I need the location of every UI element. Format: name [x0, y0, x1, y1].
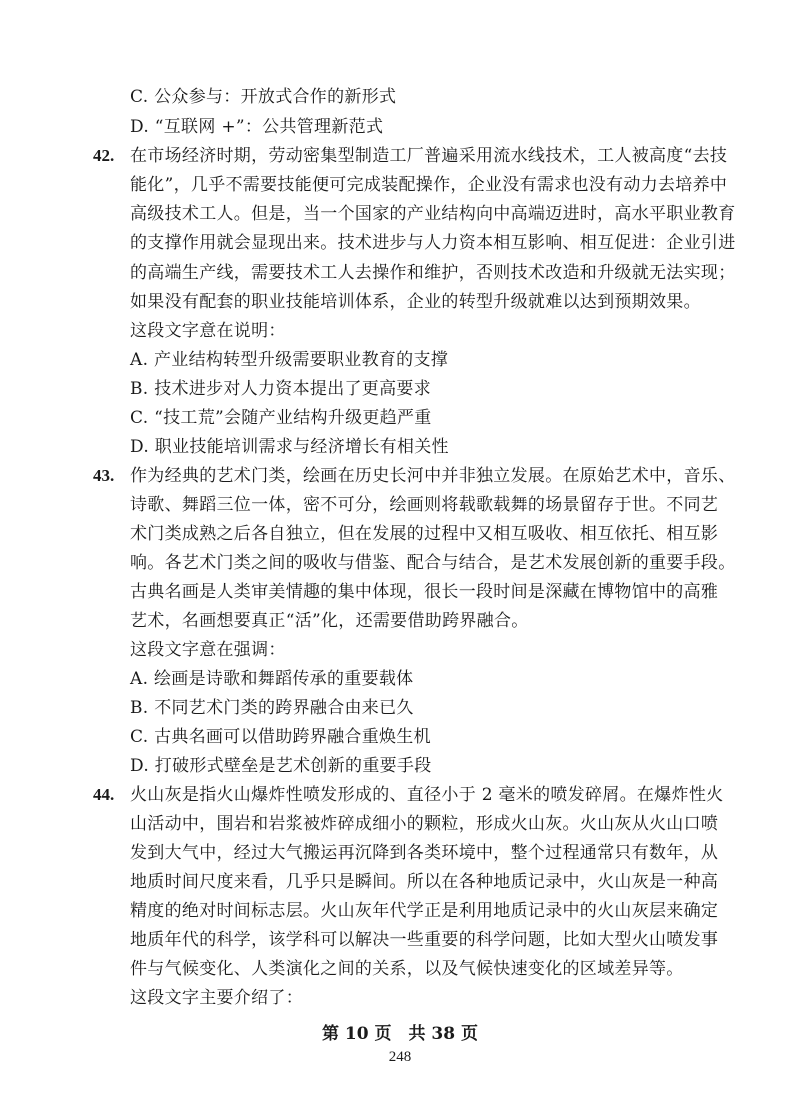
q42-passage-line: 在市场经济时期，劳动密集型制造工厂普遍采用流水线技术，工人被高度“去技	[130, 146, 728, 166]
q43-option-c: C. 古典名画可以借助跨界融合重焕生机	[130, 727, 431, 747]
q44-passage-line: 件与气候变化、人类演化之间的关系，以及气候快速变化的区域差异等。	[130, 959, 684, 979]
q43-passage-line: 艺术，名画想要真正“活”化，还需要借助跨界融合。	[130, 611, 529, 631]
q44-passage-line: 火山灰是指火山爆炸性喷发形成的、直径小于 2 毫米的喷发碎屑。在爆炸性火	[130, 785, 724, 805]
q42-passage-line: 的支撑作用就会显现出来。技术进步与人力资本相互影响、相互促进：企业引进	[130, 233, 736, 253]
question-43-number: 43.	[93, 466, 115, 485]
q44-passage-line: 地质时间尺度来看，几乎只是瞬间。所以在各种地质记录中，火山灰是一种高	[130, 872, 719, 892]
q41-option-c: C. 公众参与：开放式合作的新形式	[130, 87, 397, 107]
question-42-number: 42.	[93, 146, 115, 165]
page-number: 248	[388, 1049, 412, 1065]
q42-passage-line: 高级技术工人。但是，当一个国家的产业结构向中高端迈进时，高水平职业教育	[130, 204, 736, 224]
q42-passage-line: 的高端生产线，需要技术工人去操作和维护，否则技术改造和升级就无法实现；	[130, 263, 736, 283]
q43-stem: 这段文字意在强调：	[130, 640, 286, 660]
q44-passage-line: 精度的绝对时间标志层。火山灰年代学正是利用地质记录中的火山灰层来确定	[130, 901, 719, 921]
q44-stem: 这段文字主要介绍了：	[130, 988, 303, 1008]
q42-passage-line: 如果没有配套的职业技能培训体系，企业的转型升级就难以达到预期效果。	[130, 292, 701, 312]
q42-option-b: B. 技术进步对人力资本提出了更高要求	[130, 379, 431, 399]
q42-stem: 这段文字意在说明：	[130, 321, 286, 341]
q43-passage-line: 术门类成熟之后各自独立，但在发展的过程中又相互吸收、相互依托、相互影	[130, 524, 719, 544]
q44-passage-line: 发到大气中，经过大气搬运再沉降到各类环境中，整个过程通常只有数年，从	[130, 843, 719, 863]
page-counter: 第 10 页 共 38 页	[322, 1024, 478, 1044]
q43-option-a: A. 绘画是诗歌和舞蹈传承的重要载体	[130, 669, 414, 689]
q43-passage-line: 作为经典的艺术门类，绘画在历史长河中并非独立发展。在原始艺术中，音乐、	[130, 466, 736, 486]
q42-option-a: A. 产业结构转型升级需要职业教育的支撑	[130, 350, 449, 370]
q42-option-c: C. “技工荒”会随产业结构升级更趋严重	[130, 408, 432, 428]
q43-option-b: B. 不同艺术门类的跨界融合由来已久	[130, 698, 414, 718]
q43-passage-line: 古典名画是人类审美情趣的集中体现，很长一段时间是深藏在博物馆中的高雅	[130, 582, 719, 602]
question-44-number: 44.	[93, 785, 115, 804]
q43-option-d: D. 打破形式壁垒是艺术创新的重要手段	[130, 756, 432, 776]
q42-option-d: D. 职业技能培训需求与经济增长有相关性	[130, 437, 449, 457]
q41-option-d: D. “互联网 +”：公共管理新范式	[130, 117, 384, 137]
q43-passage-line: 诗歌、舞蹈三位一体，密不可分，绘画则将载歌载舞的场景留存于世。不同艺	[130, 495, 719, 515]
q43-passage-line: 响。各艺术门类之间的吸收与借鉴、配合与结合，是艺术发展创新的重要手段。	[130, 553, 736, 573]
q42-passage-line: 能化”，几乎不需要技能便可完成装配操作，企业没有需求也没有动力去培养中	[130, 175, 728, 195]
q44-passage-line: 地质年代的科学，该学科可以解决一些重要的科学问题，比如大型火山喷发事	[130, 930, 719, 950]
q44-passage-line: 山活动中，围岩和岩浆被炸碎成细小的颗粒，形成火山灰。火山灰从火山口喷	[130, 814, 719, 834]
